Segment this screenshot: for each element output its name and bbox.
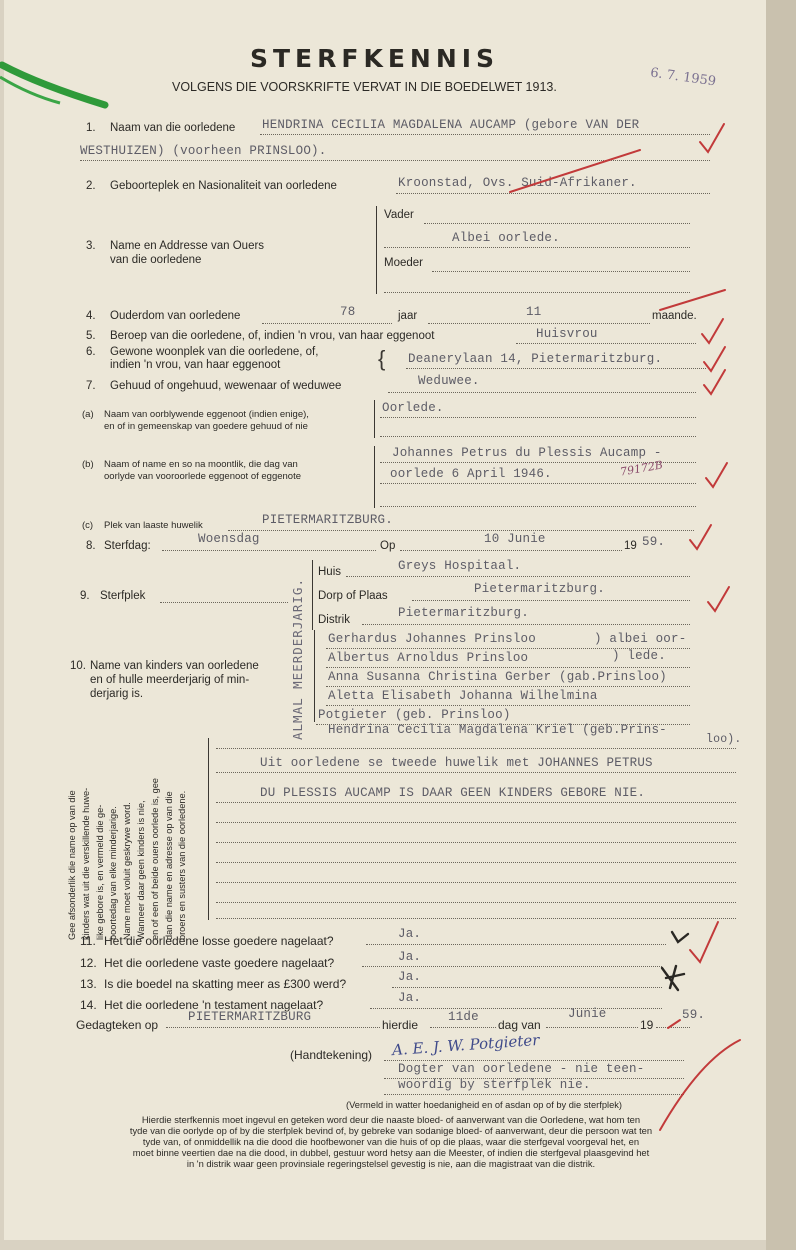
q10-child-1: Gerhardus Johannes Prinsloo xyxy=(328,632,536,646)
q13-number: 13. xyxy=(80,977,97,991)
signature-rule xyxy=(384,1060,684,1061)
q9-brace xyxy=(312,560,313,630)
q1-rule2 xyxy=(80,160,710,161)
q7a-label-line2: en of in gemeenskap van goedere gehuud of nie xyxy=(104,421,308,432)
q1-number: 1. xyxy=(86,122,96,134)
side-note-line: boortedag van elke minderjarige. xyxy=(108,806,119,940)
q8-label: Sterfdag: xyxy=(104,540,151,552)
q4-jaar-label: jaar xyxy=(398,310,418,322)
q4-months: 11 xyxy=(526,305,542,319)
q4-maande-label: maande. xyxy=(652,310,697,322)
q6-label-line2: indien 'n vrou, van haar eggenoot xyxy=(110,359,281,371)
signed-place-rule xyxy=(166,1027,380,1028)
q8-day: Woensdag xyxy=(198,532,260,546)
extra-rule-5 xyxy=(216,842,736,843)
signature-capacity-rule2 xyxy=(384,1094,684,1095)
q1-label: Naam van die oorledene xyxy=(110,122,236,134)
q13-value: Ja. xyxy=(398,970,422,984)
q6-rule xyxy=(406,368,706,369)
side-note-line: en of een of beide ouers oorlede is, gee xyxy=(149,778,160,940)
signed-place: PIETERMARITZBURG xyxy=(188,1010,312,1024)
footer-instructions xyxy=(86,1114,696,1169)
q10-vertical-stamp: ALMAL MEERDERJARIG. xyxy=(290,578,305,740)
q11-rule xyxy=(366,944,666,945)
q10-child-5: Potgieter (geb. Prinsloo) xyxy=(318,708,511,722)
q10-rule-2 xyxy=(326,667,690,668)
q9-rule-dorp xyxy=(412,600,690,601)
q7a-brace xyxy=(374,400,375,438)
footer-line: Hierdie sterfkennis moet ingevul en geteken word deur die naaste bloed- of aanverwant van die Oorledene, wat hom ten xyxy=(141,1114,641,1125)
q10-extra-line3: DU PLESSIS AUCAMP IS DAAR GEEN KINDERS GEBORE NIE. xyxy=(260,786,646,800)
q7b-rule2 xyxy=(380,483,696,484)
q9-dorp-label: Dorp of Plaas xyxy=(318,590,388,602)
q7a-rule1 xyxy=(380,417,696,418)
q3-label-line2: van die oorledene xyxy=(110,254,202,266)
q7b-rule3 xyxy=(380,506,696,507)
q10-brace xyxy=(314,630,315,722)
q9-label: Sterfplek xyxy=(100,590,146,602)
q7b-label-line1: Naam of name en so na moontlik, die dag van xyxy=(104,459,298,470)
q10-bracket-1: ) albei oor- xyxy=(594,632,687,646)
q7-number: 7. xyxy=(86,380,96,392)
q13-label: Is die boedel na skatting meer as £300 werd? xyxy=(104,977,347,991)
form-title: STERFKENNIS xyxy=(250,44,500,73)
extra-rule-6 xyxy=(216,862,736,863)
q5-label: Beroep van die oorledene, of, indien 'n vrou, van haar eggenoot xyxy=(110,330,435,342)
q7b-number: (b) xyxy=(82,459,94,470)
q7a-label-line1: Naam van oorblywende eggenoot (indien enige), xyxy=(104,409,309,420)
signature-label: (Handtekening) xyxy=(290,1048,373,1062)
footer-line: tyde van die oorlyde op of by die sterfplek bevind of, by gebreke van sodanige bloed- of aanverwant, deur die persoon wat ten xyxy=(129,1125,653,1136)
side-note-line: broers en susters van die oorledene. xyxy=(177,790,188,940)
q7c-number: (c) xyxy=(82,520,94,531)
side-note-line: like gebore is, en vermeld die ge- xyxy=(94,804,105,940)
q2-rule xyxy=(396,193,710,194)
q10-child-2: Albertus Arnoldus Prinsloo xyxy=(328,651,529,665)
q3-label-line1: Name en Addresse van Ouers xyxy=(110,240,265,252)
q11-label: Het die oorledene losse goedere nagelaat? xyxy=(104,934,334,948)
q7c-value: PIETERMARITZBURG. xyxy=(262,513,393,527)
signed-century: 19 xyxy=(640,1018,654,1032)
q7-value: Weduwee. xyxy=(418,374,480,388)
q6-label-line1: Gewone woonplek van die oorledene, of, xyxy=(110,346,319,358)
q7b-handwritten-annotation: 79172B xyxy=(619,458,664,479)
q3-moeder-label: Moeder xyxy=(384,257,423,269)
q13-rule xyxy=(392,987,662,988)
q7-label: Gehuud of ongehuud, wewenaar of weduwee xyxy=(110,380,342,392)
q8-rule-day xyxy=(162,550,376,551)
q3-value: Albei oorlede. xyxy=(452,231,560,245)
q10-label-line1: Name van kinders van oorledene xyxy=(90,660,259,672)
q4-rule-months xyxy=(428,323,650,324)
q10-rule-3 xyxy=(326,686,690,687)
q10-child-3: Anna Susanna Christina Gerber (gab.Prinsloo) xyxy=(328,670,667,684)
q3-rule1 xyxy=(424,223,690,224)
q10-rule-4 xyxy=(326,705,690,706)
signed-label: Gedagteken op xyxy=(76,1018,159,1032)
q6-brace: { xyxy=(378,346,386,371)
q10-bracket-2: ) lede. xyxy=(612,649,666,663)
side-note-line: kinders wat uit die verskillende huwe- xyxy=(80,787,91,940)
q9-rule-distrik xyxy=(362,624,690,625)
green-thread-tag xyxy=(0,55,110,115)
q7b-value-line1: Johannes Petrus du Plessis Aucamp - xyxy=(392,446,662,460)
q7a-value: Oorlede. xyxy=(382,401,444,415)
q3-brace xyxy=(376,206,377,294)
q7a-number: (a) xyxy=(82,409,94,420)
q14-label: Het die oorledene 'n testament nagelaat? xyxy=(104,998,324,1012)
q10-extra-line2: Uit oorledene se tweede huwelik met JOHANNES PETRUS xyxy=(260,756,653,770)
q2-number: 2. xyxy=(86,180,96,192)
q9-rule-huis xyxy=(346,576,690,577)
q7c-rule xyxy=(228,530,694,531)
q10-child-4: Aletta Elisabeth Johanna Wilhelmina xyxy=(328,689,598,703)
q8-date: 10 Junie xyxy=(484,532,546,546)
q5-number: 5. xyxy=(86,330,96,342)
q4-rule-years xyxy=(262,323,392,324)
q7a-rule2 xyxy=(380,436,696,437)
q9-dorp: Pietermaritzburg. xyxy=(474,582,605,596)
q10-label-line2: en of hulle meerderjarig of min- xyxy=(90,674,250,686)
q3-rule2 xyxy=(384,247,690,248)
side-note-line: Wanneer daar geen kinders is nie, xyxy=(135,800,146,940)
received-date-stamp: 6. 7. 1959 xyxy=(649,65,717,90)
q8-century: 19 xyxy=(624,540,637,552)
signature-capacity-line2: woordig by sterfplek nie. xyxy=(398,1078,591,1092)
q14-rule xyxy=(370,1008,662,1009)
q14-number: 14. xyxy=(80,998,97,1012)
q9-rule-label xyxy=(160,602,288,603)
extra-rule-1 xyxy=(216,748,736,749)
q8-op-label: Op xyxy=(380,540,396,552)
q12-rule xyxy=(362,966,662,967)
extra-rule-7 xyxy=(216,882,736,883)
q2-label: Geboorteplek en Nasionaliteit van oorledene xyxy=(110,180,337,192)
q14-value: Ja. xyxy=(398,991,422,1005)
q6-number: 6. xyxy=(86,346,96,358)
extra-rule-4 xyxy=(216,822,736,823)
signature-capacity-note: (Vermeld in watter hoedanigheid en of asdan op of by die sterfplek) xyxy=(346,1100,622,1110)
q4-label: Ouderdom van oorledene xyxy=(110,310,241,322)
q12-number: 12. xyxy=(80,956,97,970)
q3-vader-label: Vader xyxy=(384,209,414,221)
q2-value: Kroonstad, Ovs. Suid-Afrikaner. xyxy=(398,176,637,190)
q3-rule4 xyxy=(384,292,690,293)
q9-distrik: Pietermaritzburg. xyxy=(398,606,529,620)
signed-dag-van-label: dag van xyxy=(498,1018,541,1032)
q10-extra-line1: Hendrina Cecilia Magdalena Kriel (geb.Prins- xyxy=(328,723,667,737)
footer-line: in 'n distrik waar geen provinsiale regeringstelsel gevestig is nie, aan die magistraat van die distrik. xyxy=(186,1158,596,1169)
q9-huis-label: Huis xyxy=(318,566,342,578)
q8-year: 59. xyxy=(642,535,666,549)
q7c-label: Plek van laaste huwelik xyxy=(104,520,203,531)
q9-distrik-label: Distrik xyxy=(318,614,350,626)
signed-day-rule xyxy=(430,1027,496,1028)
extra-children-brace xyxy=(208,738,209,920)
q11-number: 11. xyxy=(80,934,96,948)
form-subtitle: VOLGENS DIE VOORSKRIFTE VERVAT IN DIE BOEDELWET 1913. xyxy=(172,80,557,94)
signed-year-rule xyxy=(656,1027,690,1028)
side-note-line: Gee afsonderlik die name op van die xyxy=(67,790,77,940)
q7b-label-line2: oorlyde van vooroorlede eggenoot of eggenote xyxy=(104,471,302,482)
extra-rule-3 xyxy=(216,802,736,803)
q9-huis: Greys Hospitaal. xyxy=(398,559,522,573)
signature-capacity-line1: Dogter van oorledene - nie teen- xyxy=(398,1062,645,1076)
signed-hierdie-label: hierdie xyxy=(382,1018,419,1032)
signed-year: 59. xyxy=(682,1008,706,1022)
q10-label-line3: derjarig is. xyxy=(90,688,144,700)
footer-line: tyde van, of onmiddellik na die dood die hoofbewoner van die huis of op die plaas, waar die sterfgeval voorgeval het, en xyxy=(142,1136,640,1147)
q7b-value-line2: oorlede 6 April 1946. xyxy=(390,467,552,481)
q6-value: Deanerylaan 14, Pietermaritzburg. xyxy=(408,352,663,366)
q12-label: Het die oorledene vaste goedere nagelaat? xyxy=(104,956,335,970)
q1-value-line2: WESTHUIZEN) (voorheen PRINSLOO). xyxy=(80,144,327,158)
q11-value: Ja. xyxy=(398,927,422,941)
side-instruction-note xyxy=(66,778,190,940)
q8-number: 8. xyxy=(86,540,96,552)
page-edge xyxy=(766,0,796,1250)
q7b-brace xyxy=(374,446,375,508)
side-note-line: Name moet voluit geskrywe word. xyxy=(122,802,133,940)
q1-rule1 xyxy=(260,134,710,135)
signed-month: Junie xyxy=(568,1007,607,1021)
signature-handwriting: A. E. J. W. Potgieter xyxy=(391,1030,540,1060)
q5-value: Huisvrou xyxy=(536,327,598,341)
footer-line: moet binne veertien dae na die dood, in dubbel, gestuur word hetsy aan die Meester, of indien die sterfgeval plaasgevind het xyxy=(132,1147,650,1158)
q10-extra-line1b: loo). xyxy=(706,733,742,746)
q8-rule-date xyxy=(400,550,622,551)
extra-rule-8 xyxy=(216,902,736,903)
q10-number: 10. xyxy=(70,660,86,672)
extra-rule-9 xyxy=(216,918,736,919)
q5-rule xyxy=(516,343,696,344)
signed-day: 11de xyxy=(448,1010,479,1024)
side-note-line: dan die name en adresse op van die xyxy=(163,791,174,940)
q12-value: Ja. xyxy=(398,950,422,964)
q4-number: 4. xyxy=(86,310,96,322)
q4-years: 78 xyxy=(340,305,356,319)
extra-rule-2 xyxy=(216,772,736,773)
q9-number: 9. xyxy=(80,590,90,602)
q3-number: 3. xyxy=(86,240,96,252)
signed-month-rule xyxy=(546,1027,638,1028)
q1-value-line1: HENDRINA CECILIA MAGDALENA AUCAMP (gebore VAN DER xyxy=(262,118,640,132)
q7-rule xyxy=(388,392,696,393)
q3-rule3 xyxy=(432,271,690,272)
